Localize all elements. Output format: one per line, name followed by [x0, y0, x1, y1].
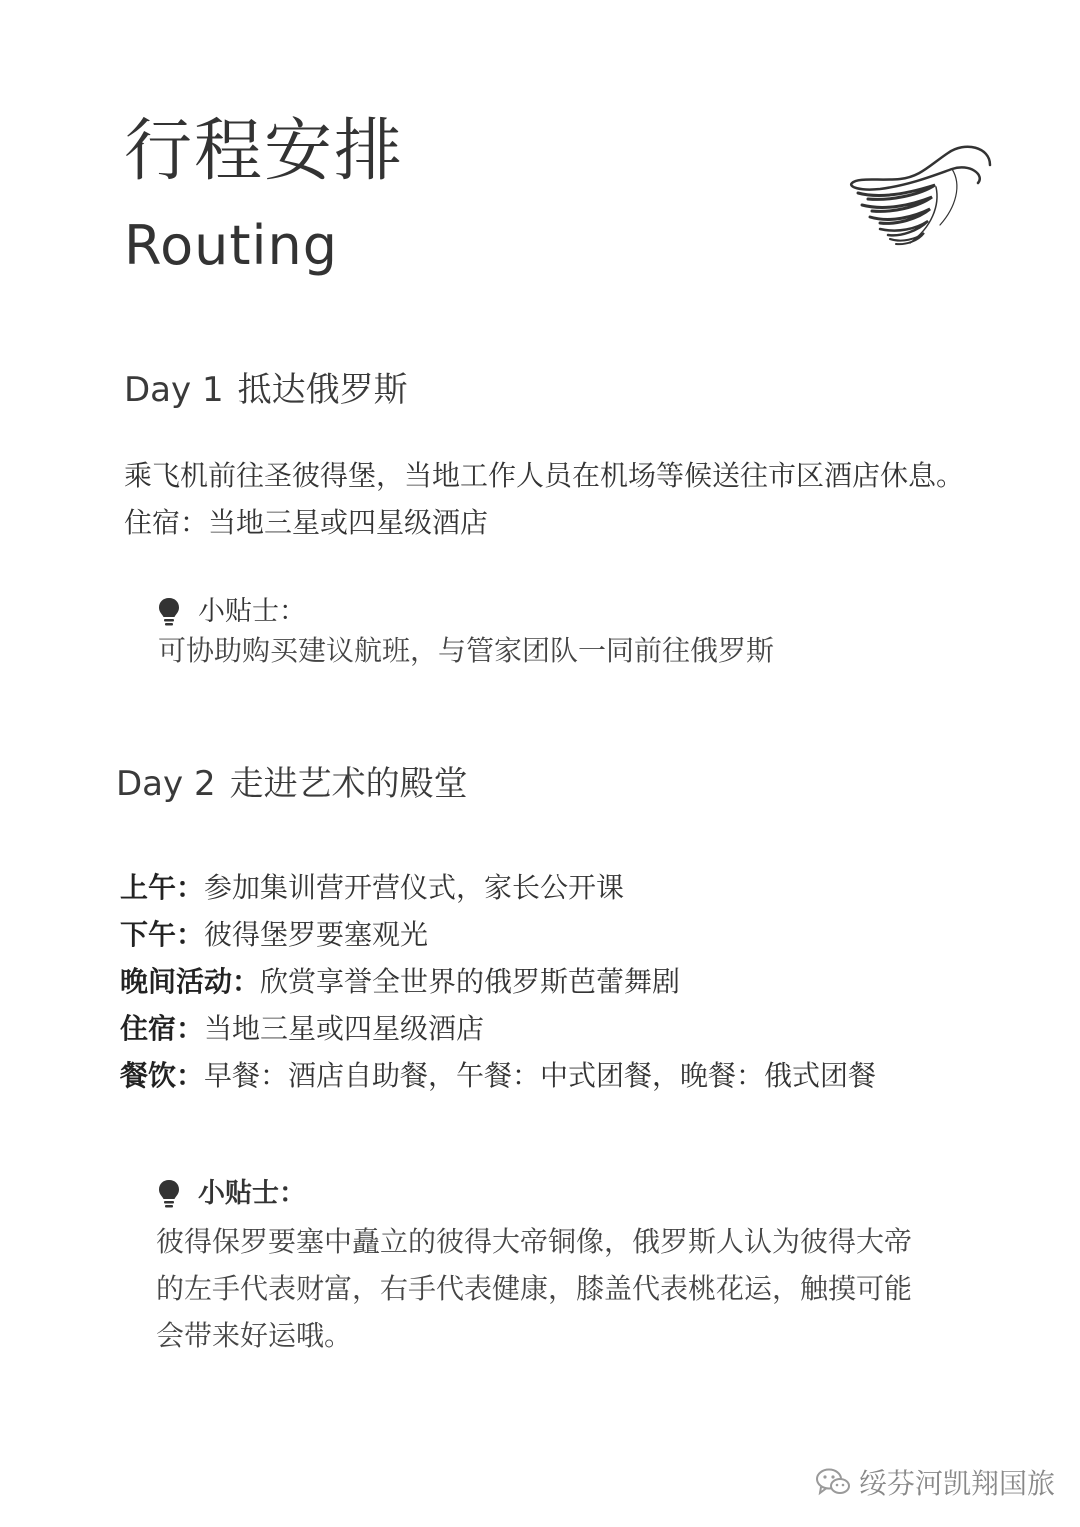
day2-item — [120, 1052, 876, 1099]
day2-title: 走进艺术的殿堂 — [229, 764, 468, 804]
day2-item-label: 住宿： — [120, 1012, 205, 1045]
page-subtitle: Routing — [124, 214, 339, 277]
day2-item — [120, 911, 876, 958]
day2-item — [120, 864, 876, 911]
day2-content — [120, 864, 876, 1099]
day2-item-label: 晚间活动： — [120, 965, 261, 998]
day1-tip-body — [158, 627, 774, 674]
day1-tip-line: 可协助购买建议航班，与管家团队一同前往俄罗斯 — [158, 634, 775, 667]
lightbulb-icon — [158, 1179, 180, 1209]
day2-item-label: 餐饮： — [120, 1059, 205, 1092]
day2-tip-line: 会带来好运哦。 — [156, 1319, 353, 1352]
day2-item — [120, 958, 876, 1005]
day1-heading — [124, 370, 408, 411]
day2-item-text: 欣赏享誉全世界的俄罗斯芭蕾舞剧 — [260, 965, 681, 998]
wechat-icon — [815, 1467, 851, 1497]
watermark-text: 绥芬河凯翔国旅 — [859, 1467, 1056, 1500]
watermark — [815, 1462, 1055, 1502]
day2-item-text: 彼得堡罗要塞观光 — [204, 918, 429, 951]
flourish-ornament-icon — [840, 135, 1000, 250]
day1-label: Day 1 — [124, 370, 224, 410]
day2-item-label: 上午： — [120, 871, 205, 904]
day2-tip-heading — [158, 1178, 306, 1210]
day2-tip-line: 彼得保罗要塞中矗立的彼得大帝铜像，俄罗斯人认为彼得大帝 — [156, 1225, 913, 1258]
day2-item-text: 参加集训营开营仪式，家长公开课 — [204, 871, 625, 904]
day1-title: 抵达俄罗斯 — [237, 370, 408, 410]
day2-item-label: 下午： — [120, 918, 205, 951]
day2-item-text: 早餐：酒店自助餐，午餐：中式团餐，晚餐：俄式团餐 — [204, 1059, 877, 1092]
day1-tip-title: 小贴士： — [198, 596, 306, 627]
day1-line: 乘飞机前往圣彼得堡，当地工作人员在机场等候送往市区酒店休息。 — [124, 459, 965, 492]
page-title: 行程安排 — [124, 112, 405, 191]
day2-tip-line: 的左手代表财富，右手代表健康，膝盖代表桃花运，触摸可能 — [156, 1272, 913, 1305]
day1-line: 住宿：当地三星或四星级酒店 — [124, 506, 489, 539]
day2-item — [120, 1005, 876, 1052]
day2-label: Day 2 — [116, 764, 216, 804]
day2-tip-title: 小贴士： — [198, 1178, 306, 1209]
day2-tip-body — [156, 1218, 912, 1359]
day1-content — [124, 452, 964, 546]
day1-tip-heading — [158, 596, 306, 628]
day2-heading — [116, 764, 468, 805]
lightbulb-icon — [158, 597, 180, 627]
day2-item-text: 当地三星或四星级酒店 — [204, 1012, 485, 1045]
